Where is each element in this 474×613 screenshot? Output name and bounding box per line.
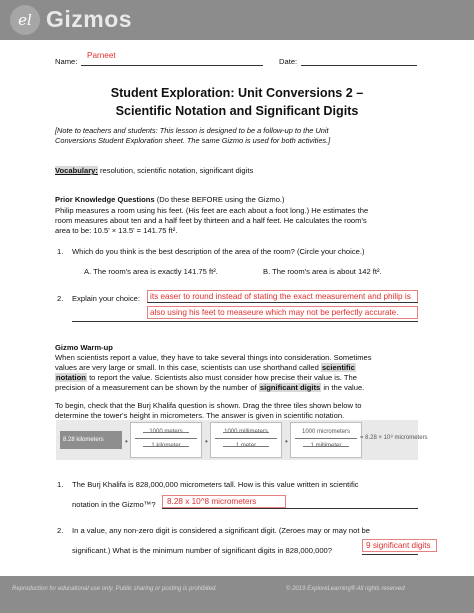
question-1-text: Which do you think is the best description of the area of the room? (Circle your choice.): [72, 247, 365, 256]
warmup-para1-line3: [55, 373, 357, 383]
answer-text-line2: also using his feet to measeure which may not be perfectly accurate.: [150, 308, 399, 317]
prior-knowledge-para-line3: area to be: 10.5' × 13.5' = 141.75 ft².: [55, 226, 178, 235]
warmup-heading: Gizmo Warm-up: [55, 343, 113, 352]
answer-significant-digits: 9 significant digits: [366, 541, 431, 550]
conversion-tile-1[interactable]: [130, 422, 202, 458]
warmup-question-2-line1: In a value, any non-zero digit is considered a significant digit. (Zeroes may or may not be: [72, 526, 370, 535]
warmup-para1-line2: [55, 363, 356, 373]
term-scientific: scientific: [321, 363, 355, 372]
vocabulary-label: Vocabulary:: [55, 166, 98, 175]
conversion-result: = 8.28 × 10⁸ micrometers: [360, 435, 428, 441]
footer-copyright-notice: Reproduction for educational use only. Public sharing or posting is prohibited.: [12, 586, 218, 592]
prior-knowledge-heading: Prior Knowledge Questions: [55, 195, 155, 204]
warmup-para2-line1: To begin, check that the Burj Khalifa question is shown. Drag the three tiles shown below to: [55, 401, 362, 410]
warmup-text: in the value.: [321, 383, 365, 392]
answer-text-line1: its easer to round instead of stating the exact measurement and philip is: [150, 292, 411, 301]
cancel-mark: [143, 432, 189, 433]
gizmos-logo-text: Gizmos: [46, 6, 133, 32]
multiply-icon: •: [205, 437, 208, 446]
option-b[interactable]: B. The room's area is about 142 ft².: [263, 267, 382, 276]
multiply-icon: •: [285, 437, 288, 446]
date-label: Date:: [279, 57, 298, 66]
vocabulary-terms: resolution, scientific notation, significant digits: [97, 166, 254, 175]
explorelearning-logo: el: [10, 5, 40, 35]
answer-line: [162, 500, 418, 509]
tile-denominator: 1 millimeter: [310, 443, 342, 449]
warmup-text: to report the value. Scientists also must consider how precise their value is. The: [86, 373, 357, 382]
answer-line: [147, 294, 418, 303]
cancel-mark: [303, 446, 349, 447]
prior-knowledge-heading-line: [55, 195, 285, 205]
prior-knowledge-subheading: (Do these BEFORE using the Gizmo.): [154, 195, 285, 204]
start-value-tile: 8.28 kilometers: [60, 431, 122, 449]
teacher-note-line1: [Note to teachers and students: This lesson is designed to be a follow-up to the Unit: [55, 126, 329, 135]
warmup-para2-line2: determine the tower's height in micrometers. The answer is given in scientific notation.: [55, 411, 345, 420]
footer-bar: [0, 576, 474, 613]
name-label: Name:: [55, 57, 78, 66]
option-a[interactable]: A. The room's area is exactly 141.75 ft².: [84, 267, 218, 276]
warmup-text: precision of a measurement can be shown by the number of: [55, 383, 259, 392]
question-number: 2.: [57, 294, 64, 303]
name-value: Parneet: [87, 51, 116, 60]
teacher-note-line2: Conversions Student Exploration sheet. The same Gizmo is used for both activities.]: [55, 136, 331, 145]
tile-numerator: 1000 micrometers: [295, 427, 357, 439]
prior-knowledge-para-line1: Philip measures a room using his feet. (His feet are each about a foot long.) He estimates the: [55, 206, 369, 215]
prior-knowledge-para-line2: room measures about ten and a half feet by thirteen and a half feet. He calculates the room's: [55, 216, 367, 225]
unit-conversion-tiles: [56, 420, 428, 460]
page-title-line2: Scientific Notation and Significant Digits: [115, 104, 359, 118]
date-field[interactable]: [301, 57, 417, 66]
cancel-mark: [143, 446, 189, 447]
answer-line: [362, 546, 418, 555]
answer-line: [72, 313, 418, 322]
warmup-question-1-line2: notation in the Gizmo™?: [72, 500, 156, 509]
vocabulary-line: [55, 166, 253, 176]
question-number: 1.: [57, 480, 64, 489]
header-bar: [0, 0, 474, 40]
warmup-para1-line4: [55, 383, 364, 393]
question-number: 1.: [57, 247, 64, 256]
conversion-tile-2[interactable]: [210, 422, 282, 458]
page-title-line1: Student Exploration: Unit Conversions 2 –: [110, 86, 364, 100]
warmup-text: values are very large or small. In this case, scientists can use shorthand called: [55, 363, 321, 372]
tile-denominator: 1 meter: [235, 443, 257, 449]
tile-denominator: 1 kilometer: [151, 443, 181, 449]
term-notation: notation: [56, 373, 86, 382]
term-significant-digits: significant digits: [259, 383, 321, 392]
multiply-icon: •: [125, 437, 128, 446]
footer-rights: © 2019 ExploreLearning® All rights reserved: [286, 586, 405, 592]
cancel-mark: [223, 446, 269, 447]
answer-scientific-notation: 8.28 x 10^8 micrometers: [167, 497, 257, 506]
question-number: 2.: [57, 526, 64, 535]
conversion-tile-3[interactable]: [290, 422, 362, 458]
tile-numerator: 1000 meters: [135, 427, 197, 439]
cancel-mark: [223, 432, 269, 433]
tile-numerator: 1000 millimeters: [215, 427, 277, 439]
warmup-question-1-line1: The Burj Khalifa is 828,000,000 micrometers tall. How is this value written in scientific: [72, 480, 359, 489]
question-2-label: Explain your choice:: [72, 294, 140, 303]
warmup-question-2-line2: significant.) What is the minimum number of significant digits in 828,000,000?: [72, 546, 333, 555]
warmup-para1-line1: When scientists report a value, they have to take several things into consideration. Sometimes: [55, 353, 372, 362]
